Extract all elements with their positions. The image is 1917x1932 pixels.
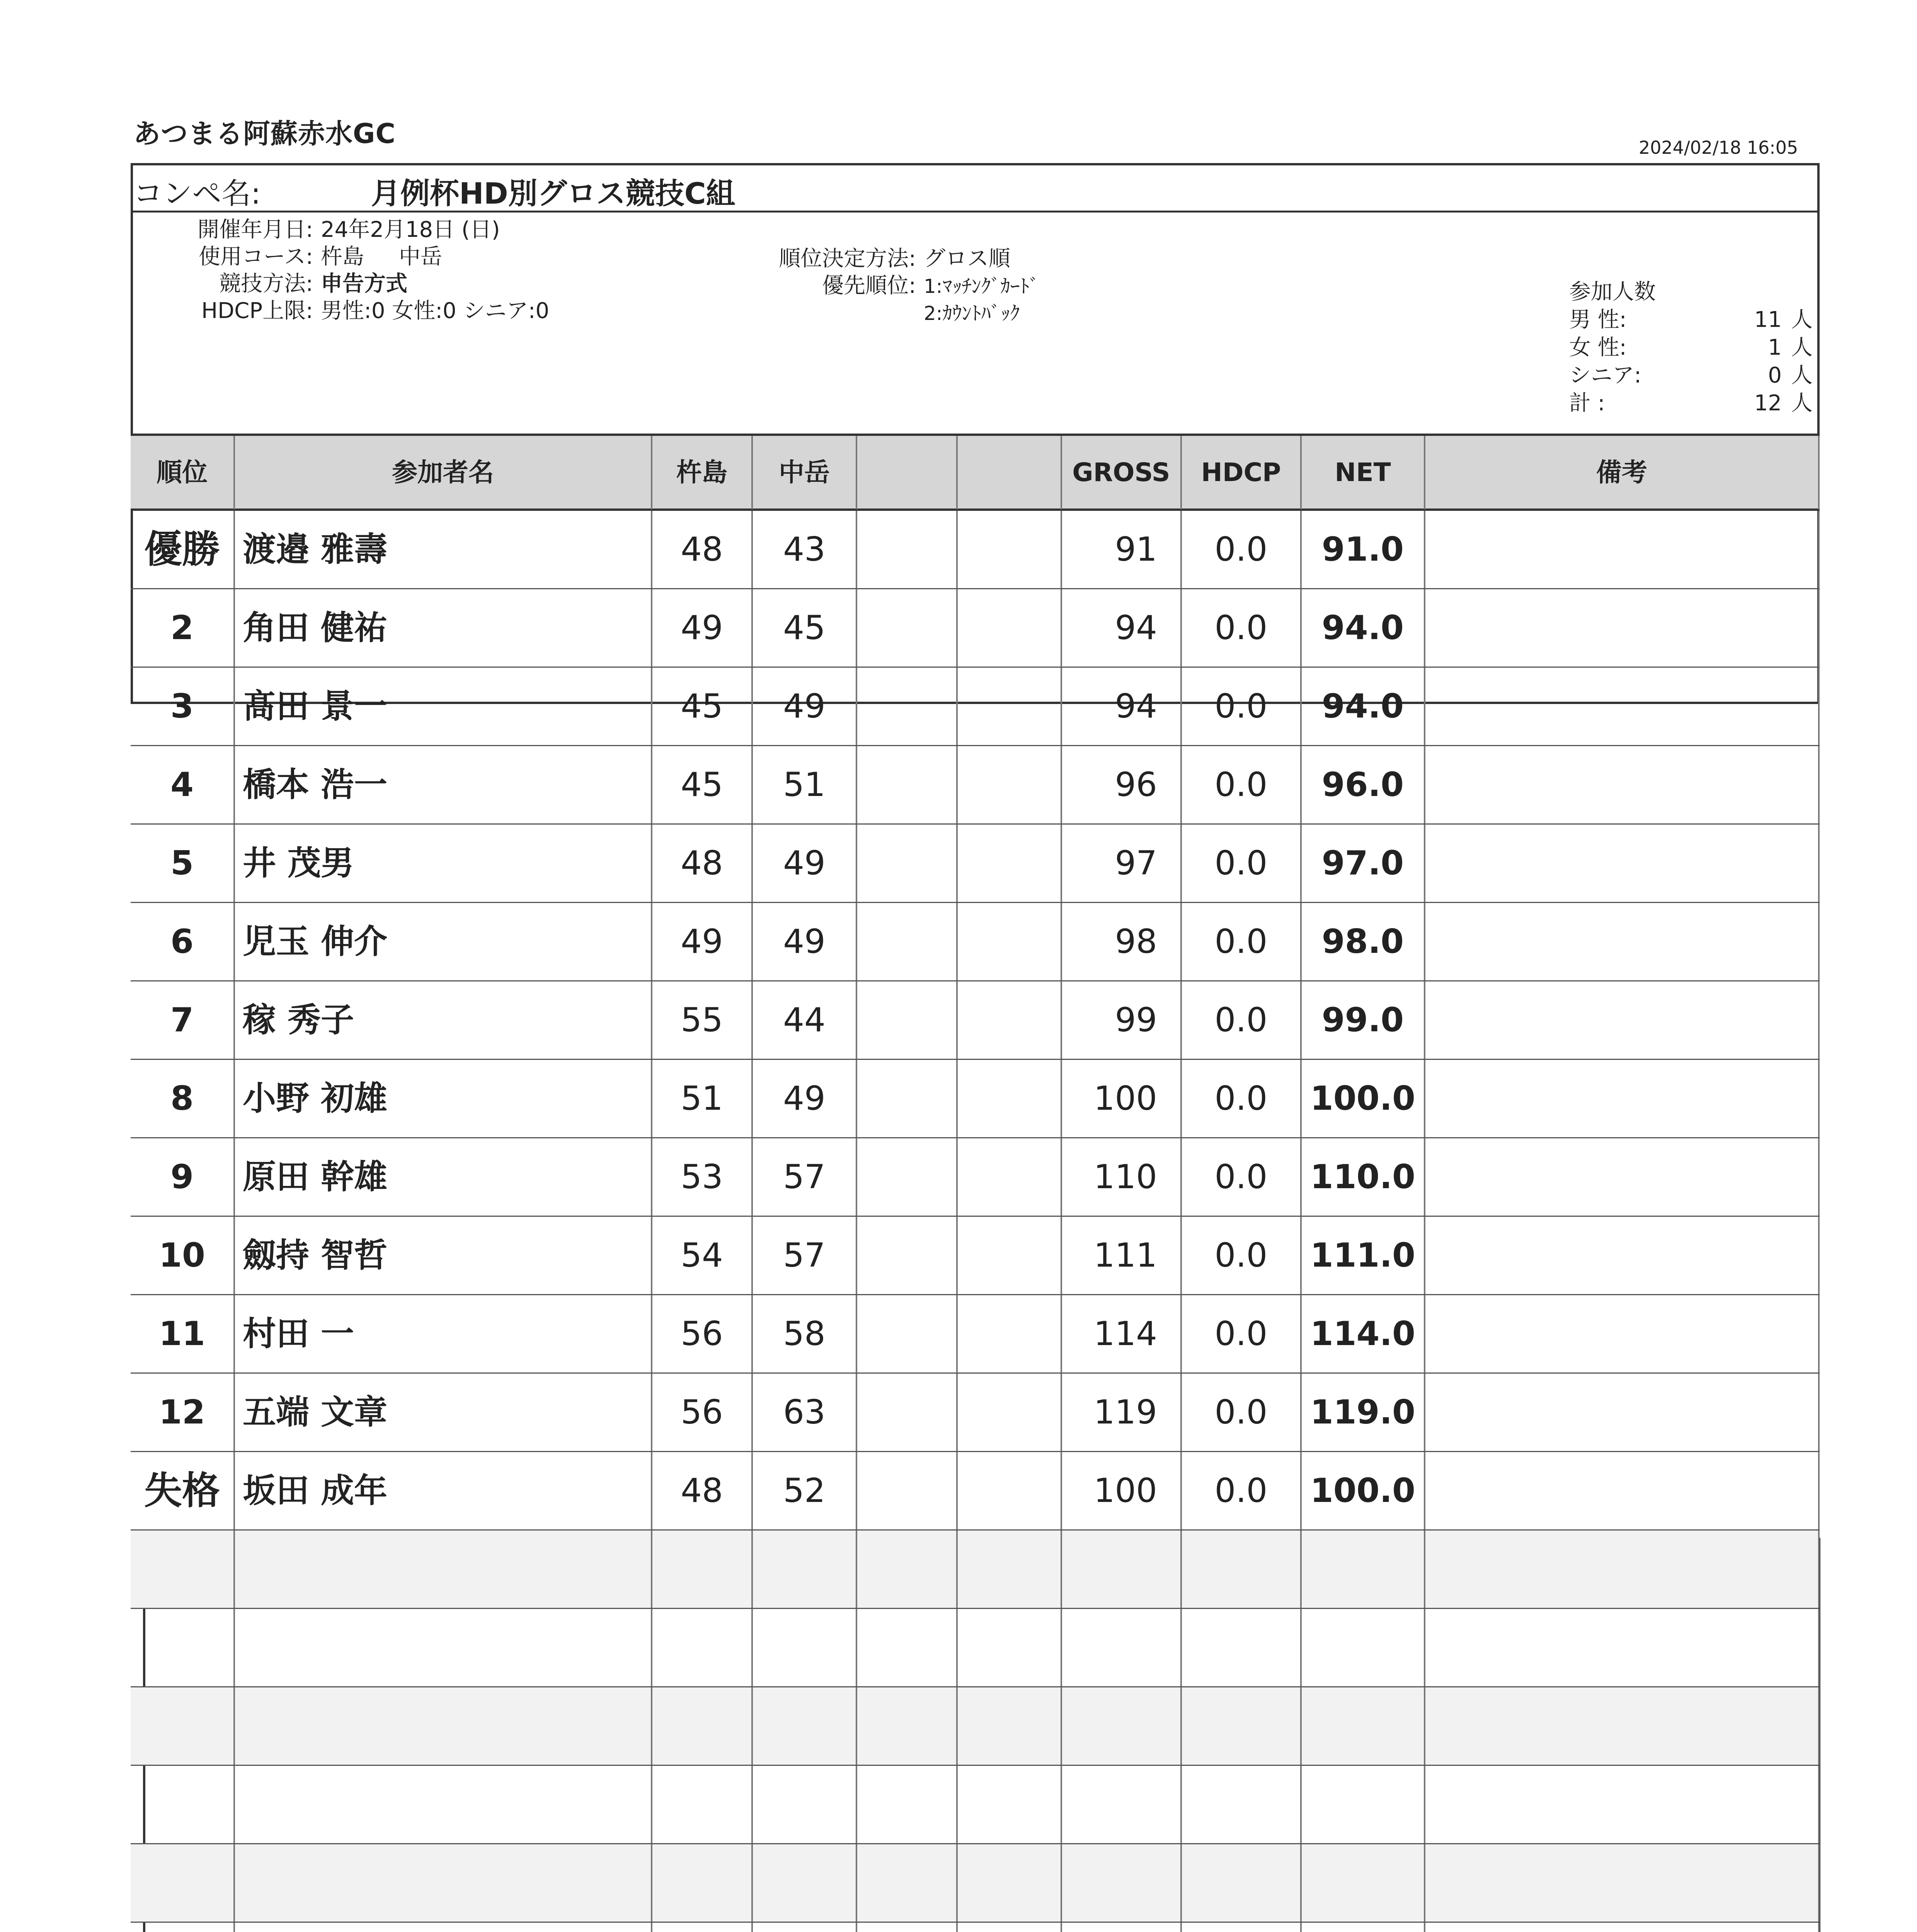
- header-hdcp: HDCP: [1182, 436, 1302, 509]
- cell-blank-2: [958, 1609, 1062, 1686]
- cell-blank-2: [958, 589, 1062, 667]
- cell-gross: 119: [1062, 1374, 1182, 1451]
- cell-net: 100.0: [1302, 1060, 1425, 1137]
- cell-course-1: [652, 1531, 753, 1608]
- cell-net: 100.0: [1302, 1452, 1425, 1529]
- cell-rank: [131, 1531, 235, 1608]
- cell-gross: [1062, 1687, 1182, 1765]
- cell-course-2: [753, 1923, 857, 1932]
- cell-gross: 97: [1062, 825, 1182, 902]
- cell-course-2: 49: [753, 825, 857, 902]
- cell-blank-1: [857, 825, 958, 902]
- cell-remarks: [1425, 746, 1820, 823]
- cell-gross: 110: [1062, 1138, 1182, 1216]
- cell-hdcp: 0.0: [1182, 825, 1302, 902]
- cell-course-1: [652, 1687, 753, 1765]
- cell-blank-2: [958, 511, 1062, 588]
- cell-rank: 5: [131, 825, 235, 902]
- header-blank-2: [958, 436, 1062, 509]
- male-label: 男 性:: [1569, 307, 1627, 332]
- empty-row: [131, 1844, 1820, 1923]
- cell-rank: [131, 1766, 235, 1843]
- cell-net: 96.0: [1302, 746, 1425, 823]
- cell-course-2: 44: [753, 981, 857, 1059]
- cell-blank-1: [857, 903, 958, 980]
- cell-hdcp: 0.0: [1182, 511, 1302, 588]
- cell-player-name: [235, 1531, 652, 1608]
- cell-gross: [1062, 1923, 1182, 1932]
- club-name: あつまる阿蘇赤水GC: [133, 118, 396, 150]
- cell-hdcp: 0.0: [1182, 589, 1302, 667]
- cell-net: 94.0: [1302, 589, 1425, 667]
- cell-hdcp: 0.0: [1182, 1374, 1302, 1451]
- senior-count: 0: [1768, 363, 1782, 388]
- cell-player-name: 原田 幹雄: [235, 1138, 652, 1216]
- cell-remarks: [1425, 589, 1820, 667]
- cell-course-1: 48: [652, 825, 753, 902]
- cell-course-2: 43: [753, 511, 857, 588]
- cell-player-name: 小野 初雄: [235, 1060, 652, 1137]
- cell-rank: 優勝: [131, 511, 235, 588]
- cell-blank-2: [958, 1217, 1062, 1294]
- cell-course-2: 57: [753, 1138, 857, 1216]
- female-count: 1: [1768, 335, 1782, 360]
- cell-hdcp: [1182, 1609, 1302, 1686]
- cell-player-name: 渡邉 雅壽: [235, 511, 652, 588]
- table-header: [131, 434, 1820, 511]
- cell-player-name: 角田 健祐: [235, 589, 652, 667]
- table-row: [131, 668, 1820, 746]
- cell-course-1: 48: [652, 511, 753, 588]
- cell-hdcp: 0.0: [1182, 981, 1302, 1059]
- course-value-2: 中岳: [399, 244, 442, 269]
- cell-gross: [1062, 1609, 1182, 1686]
- cell-remarks: [1425, 1374, 1820, 1451]
- cell-blank-1: [857, 1609, 958, 1686]
- cell-course-1: 49: [652, 589, 753, 667]
- cell-remarks: [1425, 1687, 1820, 1765]
- cell-course-1: [652, 1844, 753, 1922]
- cell-gross: 111: [1062, 1217, 1182, 1294]
- cell-blank-1: [857, 1060, 958, 1137]
- event-date-value: 24年2月18日 (日): [321, 217, 500, 242]
- cell-rank: 11: [131, 1295, 235, 1372]
- cell-hdcp: [1182, 1766, 1302, 1843]
- cell-hdcp: 0.0: [1182, 1138, 1302, 1216]
- cell-course-2: 58: [753, 1295, 857, 1372]
- table-row: [131, 903, 1820, 981]
- cell-remarks: [1425, 1295, 1820, 1372]
- cell-blank-1: [857, 1531, 958, 1608]
- cell-course-2: 49: [753, 668, 857, 745]
- cell-rank: 4: [131, 746, 235, 823]
- cell-hdcp: [1182, 1687, 1302, 1765]
- table-row: [131, 1452, 1820, 1531]
- cell-course-1: 49: [652, 903, 753, 980]
- cell-course-2: [753, 1609, 857, 1686]
- cell-blank-2: [958, 746, 1062, 823]
- cell-remarks: [1425, 1060, 1820, 1137]
- cell-blank-1: [857, 1374, 958, 1451]
- cell-course-2: 63: [753, 1374, 857, 1451]
- rank-method-label: 順位決定方法:: [779, 246, 916, 271]
- empty-row: [131, 1687, 1820, 1766]
- cell-rank: 7: [131, 981, 235, 1059]
- cell-course-2: 51: [753, 746, 857, 823]
- total-count: 12: [1754, 391, 1782, 416]
- male-unit: 人: [1791, 307, 1813, 332]
- cell-course-1: 56: [652, 1295, 753, 1372]
- participant-count-title: 参加人数: [1569, 279, 1656, 304]
- hdcp-limit-value: 男性:0 女性:0 シニア:0: [321, 298, 550, 323]
- empty-row: [131, 1531, 1820, 1609]
- cell-player-name: 坂田 成年: [235, 1452, 652, 1529]
- cell-hdcp: 0.0: [1182, 746, 1302, 823]
- cell-blank-2: [958, 1923, 1062, 1932]
- table-row: [131, 1295, 1820, 1374]
- cell-player-name: 稼 秀子: [235, 981, 652, 1059]
- cell-player-name: 村田 一: [235, 1295, 652, 1372]
- senior-label: シニア:: [1569, 363, 1641, 388]
- cell-net: [1302, 1687, 1425, 1765]
- cell-hdcp: [1182, 1531, 1302, 1608]
- course-value-1: 杵島: [321, 244, 364, 269]
- cell-gross: 94: [1062, 589, 1182, 667]
- course-label: 使用コース:: [198, 244, 313, 269]
- header-course-2: 中岳: [753, 436, 857, 509]
- cell-blank-1: [857, 1923, 958, 1932]
- cell-net: 114.0: [1302, 1295, 1425, 1372]
- cell-net: [1302, 1844, 1425, 1922]
- cell-gross: 100: [1062, 1452, 1182, 1529]
- cell-course-2: 45: [753, 589, 857, 667]
- total-unit: 人: [1791, 391, 1813, 416]
- event-date-label: 開催年月日:: [197, 217, 313, 242]
- cell-net: [1302, 1609, 1425, 1686]
- cell-gross: 94: [1062, 668, 1182, 745]
- cell-remarks: [1425, 1452, 1820, 1529]
- cell-rank: [131, 1609, 235, 1686]
- cell-course-2: [753, 1531, 857, 1608]
- cell-player-name: 児玉 伸介: [235, 903, 652, 980]
- cell-blank-2: [958, 1844, 1062, 1922]
- cell-blank-1: [857, 981, 958, 1059]
- cell-hdcp: 0.0: [1182, 1060, 1302, 1137]
- cell-course-1: 45: [652, 746, 753, 823]
- cell-net: 119.0: [1302, 1374, 1425, 1451]
- table-row: [131, 1060, 1820, 1138]
- cell-hdcp: 0.0: [1182, 668, 1302, 745]
- cell-course-1: 53: [652, 1138, 753, 1216]
- cell-course-1: 45: [652, 668, 753, 745]
- cell-rank: [131, 1844, 235, 1922]
- cell-remarks: [1425, 1923, 1820, 1932]
- cell-blank-1: [857, 746, 958, 823]
- cell-remarks: [1425, 1844, 1820, 1922]
- priority-1: 1:ﾏｯﾁﾝｸﾞｶｰﾄﾞ: [924, 275, 1039, 298]
- table-row: [131, 1138, 1820, 1217]
- table-row: [131, 825, 1820, 903]
- table-row: [131, 589, 1820, 668]
- cell-remarks: [1425, 825, 1820, 902]
- cell-player-name: 劔持 智哲: [235, 1217, 652, 1294]
- method-value: 申告方式: [321, 271, 407, 296]
- cell-rank: [131, 1687, 235, 1765]
- event-info: [135, 216, 549, 325]
- cell-course-1: 48: [652, 1452, 753, 1529]
- cell-player-name: 井 茂男: [235, 825, 652, 902]
- table-row: [131, 511, 1820, 589]
- header-rank: 順位: [131, 436, 235, 509]
- competition-label: コンペ名:: [133, 176, 261, 211]
- cell-net: [1302, 1923, 1425, 1932]
- female-unit: 人: [1791, 335, 1813, 360]
- cell-course-2: 49: [753, 903, 857, 980]
- cell-net: [1302, 1531, 1425, 1608]
- cell-course-2: [753, 1766, 857, 1843]
- cell-rank: 失格: [131, 1452, 235, 1529]
- cell-gross: 96: [1062, 746, 1182, 823]
- print-datetime: 2024/02/18 16:05: [1639, 137, 1798, 158]
- cell-rank: [131, 1923, 235, 1932]
- cell-remarks: [1425, 1531, 1820, 1608]
- cell-player-name: 五端 文章: [235, 1374, 652, 1451]
- senior-unit: 人: [1791, 363, 1813, 388]
- cell-blank-1: [857, 1452, 958, 1529]
- priority-label: 優先順位:: [822, 273, 916, 298]
- cell-course-1: [652, 1766, 753, 1843]
- cell-player-name: 橋本 浩一: [235, 746, 652, 823]
- cell-rank: 6: [131, 903, 235, 980]
- cell-gross: 100: [1062, 1060, 1182, 1137]
- cell-blank-1: [857, 1766, 958, 1843]
- cell-gross: [1062, 1844, 1182, 1922]
- cell-remarks: [1425, 903, 1820, 980]
- cell-remarks: [1425, 511, 1820, 588]
- cell-course-2: 52: [753, 1452, 857, 1529]
- header-course-1: 杵島: [652, 436, 753, 509]
- cell-blank-1: [857, 668, 958, 745]
- cell-player-name: [235, 1766, 652, 1843]
- cell-net: 99.0: [1302, 981, 1425, 1059]
- cell-hdcp: [1182, 1923, 1302, 1932]
- table-row: [131, 1217, 1820, 1295]
- cell-blank-2: [958, 668, 1062, 745]
- header-blank-1: [857, 436, 958, 509]
- cell-player-name: [235, 1923, 652, 1932]
- cell-remarks: [1425, 1138, 1820, 1216]
- cell-blank-1: [857, 1295, 958, 1372]
- hdcp-limit-label: HDCP上限:: [201, 298, 313, 323]
- cell-blank-1: [857, 1687, 958, 1765]
- cell-blank-2: [958, 825, 1062, 902]
- cell-gross: 114: [1062, 1295, 1182, 1372]
- cell-gross: [1062, 1766, 1182, 1843]
- cell-course-1: 56: [652, 1374, 753, 1451]
- cell-player-name: [235, 1687, 652, 1765]
- header-remarks: 備考: [1425, 436, 1820, 509]
- male-count: 11: [1754, 307, 1782, 332]
- cell-net: 110.0: [1302, 1138, 1425, 1216]
- cell-hdcp: 0.0: [1182, 1295, 1302, 1372]
- cell-blank-2: [958, 1687, 1062, 1765]
- header-net: NET: [1302, 436, 1425, 509]
- cell-course-1: [652, 1609, 753, 1686]
- cell-remarks: [1425, 1217, 1820, 1294]
- cell-player-name: [235, 1609, 652, 1686]
- cell-remarks: [1425, 981, 1820, 1059]
- cell-net: 94.0: [1302, 668, 1425, 745]
- cell-blank-1: [857, 589, 958, 667]
- cell-rank: 3: [131, 668, 235, 745]
- cell-hdcp: 0.0: [1182, 1217, 1302, 1294]
- cell-blank-1: [857, 511, 958, 588]
- cell-remarks: [1425, 668, 1820, 745]
- priority-2: 2:ｶｳﾝﾄﾊﾞｯｸ: [924, 302, 1020, 325]
- cell-rank: 12: [131, 1374, 235, 1451]
- cell-net: 98.0: [1302, 903, 1425, 980]
- cell-player-name: [235, 1844, 652, 1922]
- cell-blank-2: [958, 903, 1062, 980]
- competition-name: 月例杯HD別グロス競技C組: [371, 176, 735, 211]
- cell-gross: [1062, 1531, 1182, 1608]
- cell-rank: 10: [131, 1217, 235, 1294]
- female-label: 女 性:: [1569, 335, 1627, 360]
- cell-course-2: [753, 1687, 857, 1765]
- ranking-info: [734, 245, 1039, 327]
- cell-blank-2: [958, 1060, 1062, 1137]
- cell-gross: 99: [1062, 981, 1182, 1059]
- cell-hdcp: [1182, 1844, 1302, 1922]
- cell-rank: 9: [131, 1138, 235, 1216]
- cell-gross: 98: [1062, 903, 1182, 980]
- cell-rank: 2: [131, 589, 235, 667]
- table-row: [131, 746, 1820, 825]
- cell-blank-1: [857, 1138, 958, 1216]
- empty-row: [131, 1923, 1820, 1932]
- cell-blank-2: [958, 1531, 1062, 1608]
- cell-net: 111.0: [1302, 1217, 1425, 1294]
- empty-row: [131, 1609, 1820, 1687]
- participant-count: [1569, 278, 1813, 417]
- cell-rank: 8: [131, 1060, 235, 1137]
- cell-course-2: 57: [753, 1217, 857, 1294]
- total-label: 計 :: [1569, 391, 1605, 416]
- cell-hdcp: 0.0: [1182, 903, 1302, 980]
- cell-blank-2: [958, 1295, 1062, 1372]
- cell-course-1: 51: [652, 1060, 753, 1137]
- cell-hdcp: 0.0: [1182, 1452, 1302, 1529]
- table-row: [131, 981, 1820, 1060]
- cell-course-2: 49: [753, 1060, 857, 1137]
- cell-remarks: [1425, 1766, 1820, 1843]
- header-player-name: 参加者名: [235, 436, 652, 509]
- cell-net: 97.0: [1302, 825, 1425, 902]
- cell-course-1: 54: [652, 1217, 753, 1294]
- cell-remarks: [1425, 1609, 1820, 1686]
- cell-blank-2: [958, 1452, 1062, 1529]
- table-row: [131, 1374, 1820, 1452]
- rank-method-value: グロス順: [924, 246, 1010, 271]
- cell-blank-2: [958, 1138, 1062, 1216]
- cell-blank-2: [958, 1766, 1062, 1843]
- method-label: 競技方法:: [219, 271, 313, 296]
- cell-blank-2: [958, 1374, 1062, 1451]
- cell-blank-1: [857, 1844, 958, 1922]
- cell-gross: 91: [1062, 511, 1182, 588]
- cell-blank-2: [958, 981, 1062, 1059]
- cell-course-1: 55: [652, 981, 753, 1059]
- cell-player-name: 髙田 景一: [235, 668, 652, 745]
- cell-course-1: [652, 1923, 753, 1932]
- empty-row: [131, 1766, 1820, 1844]
- cell-net: [1302, 1766, 1425, 1843]
- header-gross: GROSS: [1062, 436, 1182, 509]
- cell-course-2: [753, 1844, 857, 1922]
- cell-net: 91.0: [1302, 511, 1425, 588]
- cell-blank-1: [857, 1217, 958, 1294]
